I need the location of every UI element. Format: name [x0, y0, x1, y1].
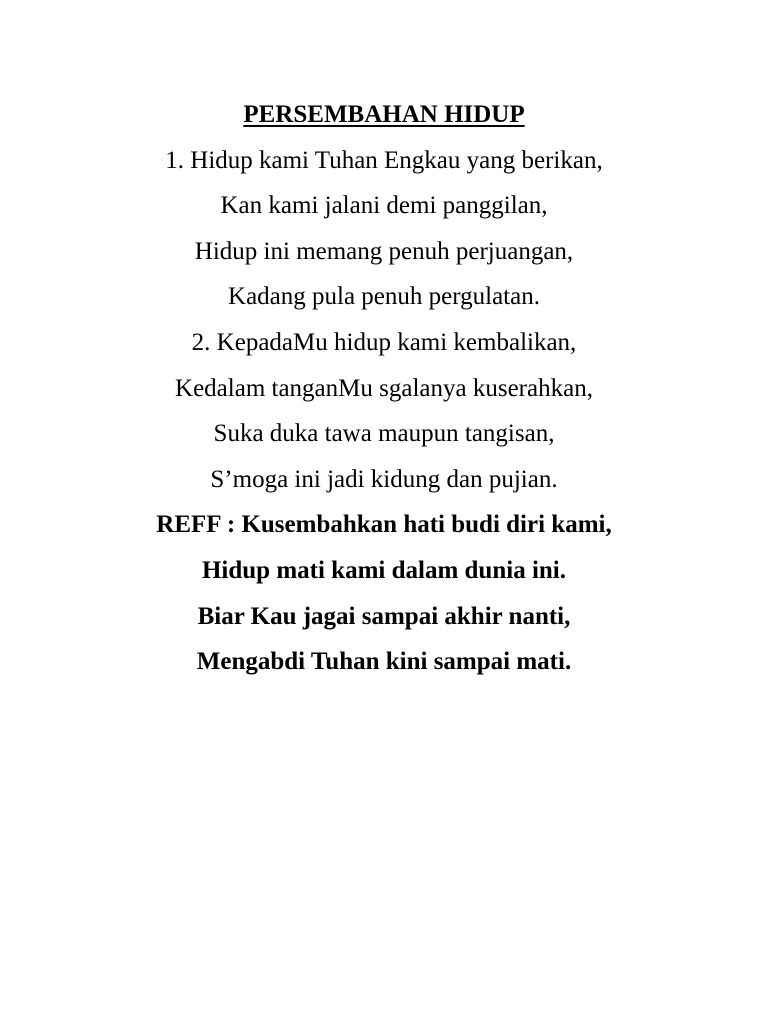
refrain-line-2: Hidup mati kami dalam dunia ini. — [201, 556, 566, 584]
verse-2-line-3: Suka duka tawa maupun tangisan, — [213, 420, 555, 448]
verse-1-line-3: Hidup ini memang penuh perjuangan, — [194, 237, 574, 265]
verse-2 — [0, 320, 768, 502]
verse-1-line-2: Kan kami jalani demi panggilan, — [220, 192, 548, 220]
refrain — [0, 502, 768, 684]
verse-2-line-2: Kedalam tanganMu sgalanya kuserahkan, — [175, 374, 593, 402]
lyrics-page — [0, 92, 768, 685]
refrain-line-4: Mengabdi Tuhan kini sampai mati. — [196, 648, 572, 676]
verse-1-line-4: Kadang pula penuh pergulatan. — [228, 283, 540, 311]
verse-2-line-1: 2. KepadaMu hidup kami kembalikan, — [191, 328, 577, 356]
song-title: PERSEMBAHAN HIDUP — [243, 101, 525, 128]
refrain-line-1: REFF : Kusembahkan hati budi diri kami, — [156, 511, 612, 539]
verse-2-line-4: S’moga ini jadi kidung dan pujian. — [210, 465, 558, 493]
refrain-line-3: Biar Kau jagai sampai akhir nanti, — [197, 602, 571, 630]
verse-1 — [0, 138, 768, 320]
verse-1-line-1: 1. Hidup kami Tuhan Engkau yang berikan, — [165, 146, 603, 174]
